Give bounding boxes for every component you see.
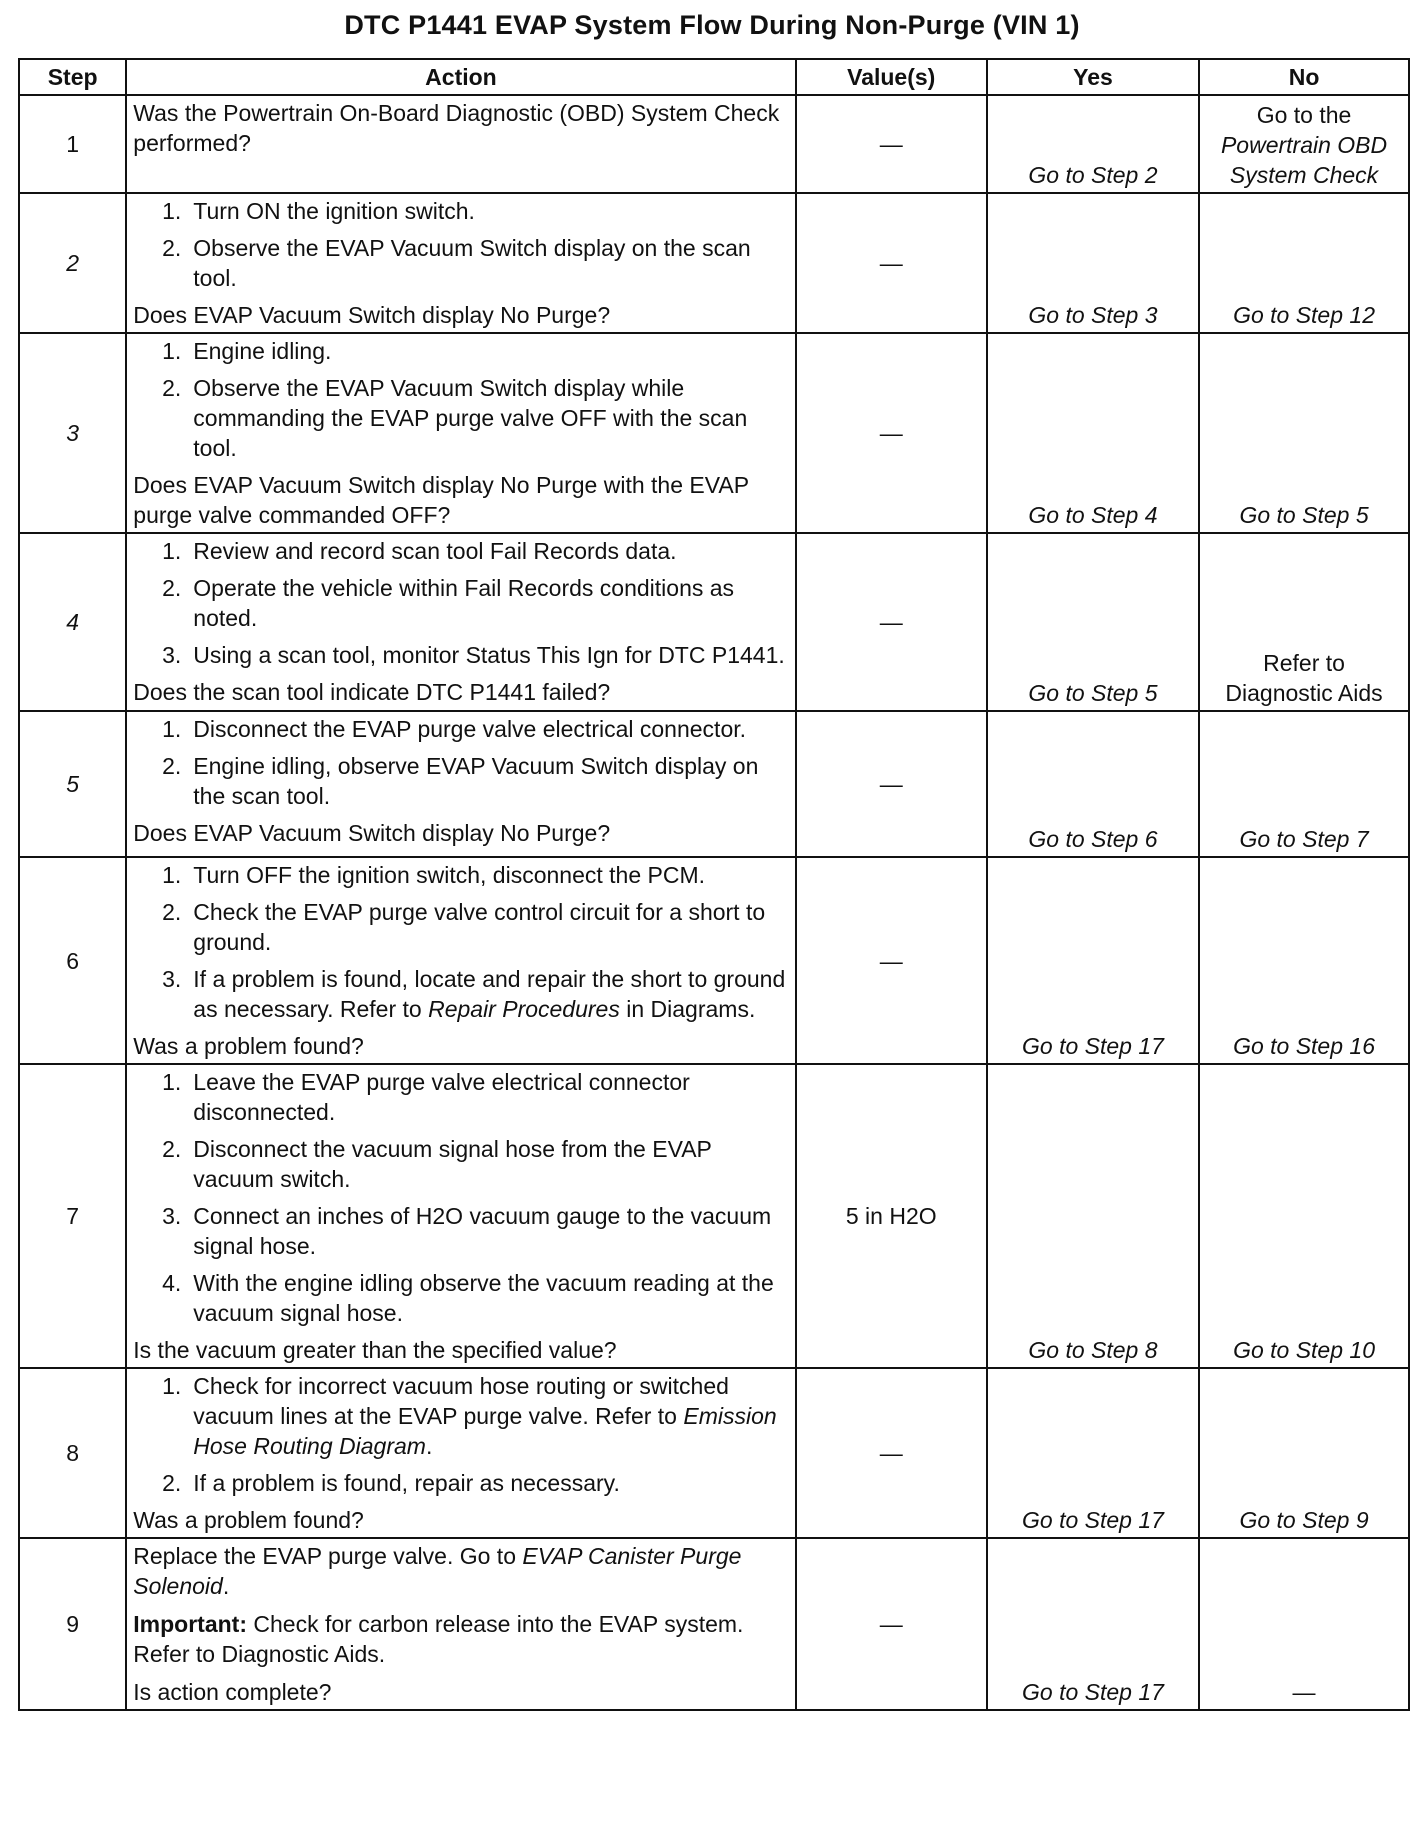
header-step: Step — [19, 59, 126, 95]
diagnostic-table — [18, 58, 1410, 1711]
yes-cell: Go to Step 4 — [987, 333, 1199, 533]
value-cell: — — [796, 533, 987, 711]
table-row — [19, 1064, 1409, 1368]
action-cell — [126, 1368, 795, 1538]
question-text: Does EVAP Vacuum Switch display No Purge? — [133, 302, 611, 328]
step-number: 2 — [19, 193, 126, 333]
list-item: 2. Observe the EVAP Vacuum Switch display on the scan tool. — [162, 235, 751, 291]
page-title: DTC P1441 EVAP System Flow During Non-Purge (VIN 1) — [344, 10, 1080, 40]
list-item: 1. Turn ON the ignition switch. — [162, 198, 475, 224]
no-cell: Go to Step 10 — [1199, 1064, 1409, 1368]
table-header-row — [19, 59, 1409, 95]
reference-link-text: Repair Procedures — [428, 996, 620, 1022]
no-line: Refer to — [1263, 650, 1345, 676]
table-row — [19, 95, 1409, 193]
table-row — [19, 533, 1409, 711]
important-label: Important: — [133, 1611, 247, 1637]
yes-cell: Go to Step 5 — [987, 533, 1199, 711]
question-text: Is action complete? — [133, 1679, 332, 1705]
list-item: 2. Engine idling, observe EVAP Vacuum Switch display on the scan tool. — [162, 753, 759, 809]
no-cell: Go to Step 12 — [1199, 193, 1409, 333]
no-cell: Go to Step 5 — [1199, 333, 1409, 533]
list-item: 2. Disconnect the vacuum signal hose from the EVAP vacuum switch. — [162, 1136, 712, 1192]
action-cell — [126, 1538, 795, 1710]
question-text: Was a problem found? — [133, 1033, 364, 1059]
step-number: 7 — [19, 1064, 126, 1368]
action-cell — [126, 711, 795, 857]
value-cell: — — [796, 1368, 987, 1538]
no-cell: Go to Step 7 — [1199, 711, 1409, 857]
question-text: Was a problem found? — [133, 1507, 364, 1533]
list-item: 2. Operate the vehicle within Fail Records conditions as noted. — [162, 575, 735, 631]
table-row — [19, 193, 1409, 333]
reference-link-text: Emission Hose Routing Diagram — [193, 1403, 777, 1459]
action-text: Was the Powertrain On-Board Diagnostic (OBD) System Check performed? — [133, 100, 780, 156]
step-number: 5 — [19, 711, 126, 857]
no-cell: Go to Step 9 — [1199, 1368, 1409, 1538]
no-line: System Check — [1229, 162, 1379, 188]
yes-cell: Go to Step 17 — [987, 857, 1199, 1064]
question-text: Does EVAP Vacuum Switch display No Purge? — [133, 820, 611, 846]
table-row — [19, 711, 1409, 857]
value-cell: — — [796, 857, 987, 1064]
question-text: Does the scan tool indicate DTC P1441 failed? — [133, 679, 611, 705]
list-item: 4. With the engine idling observe the vacuum reading at the vacuum signal hose. — [162, 1270, 774, 1326]
step-number: 8 — [19, 1368, 126, 1538]
no-line: Go to the — [1256, 102, 1352, 128]
no-cell — [1199, 533, 1409, 711]
step-number: 3 — [19, 333, 126, 533]
list-item: 1. Engine idling. — [162, 338, 332, 364]
value-cell: — — [796, 95, 987, 193]
list-item: 1. Review and record scan tool Fail Records data. — [162, 538, 677, 564]
step-number: 4 — [19, 533, 126, 711]
header-action: Action — [126, 59, 795, 95]
reference-link-text: EVAP Canister Purge Solenoid — [133, 1543, 742, 1599]
table-row — [19, 857, 1409, 1064]
no-line: Powertrain OBD — [1220, 132, 1388, 158]
list-item: 3. Connect an inches of H2O vacuum gauge to the vacuum signal hose. — [162, 1203, 772, 1259]
list-item: 2. Check the EVAP purge valve control circuit for a short to ground. — [162, 899, 766, 955]
list-item: 3. Using a scan tool, monitor Status This Ign for DTC P1441. — [162, 642, 785, 668]
action-cell — [126, 95, 795, 193]
yes-cell: Go to Step 17 — [987, 1368, 1199, 1538]
header-yes: Yes — [987, 59, 1199, 95]
list-item: 1. Disconnect the EVAP purge valve electrical connector. — [162, 716, 747, 742]
no-line: Diagnostic Aids — [1225, 680, 1383, 706]
action-cell — [126, 1064, 795, 1368]
yes-cell: Go to Step 3 — [987, 193, 1199, 333]
list-item: 2. Observe the EVAP Vacuum Switch display while commanding the EVAP purge valve OFF with the scan tool. — [162, 375, 748, 461]
value-cell: — — [796, 711, 987, 857]
list-item: 1. Leave the EVAP purge valve electrical connector disconnected. — [162, 1069, 690, 1125]
table-row — [19, 1368, 1409, 1538]
value-cell: 5 in H2O — [796, 1064, 987, 1368]
no-cell: — — [1199, 1538, 1409, 1710]
list-item: 3. If a problem is found, locate and repair the short to ground as necessary. Refer to Repair Procedures in Diagrams. — [162, 966, 786, 1022]
header-values: Value(s) — [796, 59, 987, 95]
yes-cell: Go to Step 17 — [987, 1538, 1199, 1710]
table-row — [19, 1538, 1409, 1710]
action-cell — [126, 857, 795, 1064]
list-item: 1. Check for incorrect vacuum hose routing or switched vacuum lines at the EVAP purge valve. Refer to Emission Hose Routing Diagram. — [162, 1373, 777, 1459]
no-cell: Go to Step 16 — [1199, 857, 1409, 1064]
question-text: Does EVAP Vacuum Switch display No Purge with the EVAP purge valve commanded OFF? — [133, 472, 749, 528]
question-text: Is the vacuum greater than the specified value? — [133, 1337, 617, 1363]
action-cell — [126, 193, 795, 333]
value-cell: — — [796, 1538, 987, 1710]
yes-cell: Go to Step 2 — [987, 95, 1199, 193]
value-cell: — — [796, 193, 987, 333]
action-cell — [126, 333, 795, 533]
action-text: Replace the EVAP purge valve. Go to EVAP Canister Purge Solenoid. — [133, 1543, 742, 1599]
header-no: No — [1199, 59, 1409, 95]
step-number: 1 — [19, 95, 126, 193]
table-row — [19, 333, 1409, 533]
value-cell: — — [796, 333, 987, 533]
list-item: 1. Turn OFF the ignition switch, disconnect the PCM. — [162, 862, 706, 888]
step-number: 9 — [19, 1538, 126, 1710]
yes-cell: Go to Step 8 — [987, 1064, 1199, 1368]
yes-cell: Go to Step 6 — [987, 711, 1199, 857]
action-cell — [126, 533, 795, 711]
list-item: 2. If a problem is found, repair as necessary. — [162, 1470, 620, 1496]
important-note: Important: Check for carbon release into the EVAP system. Refer to Diagnostic Aids. — [133, 1611, 744, 1667]
no-cell — [1199, 95, 1409, 193]
step-number: 6 — [19, 857, 126, 1064]
